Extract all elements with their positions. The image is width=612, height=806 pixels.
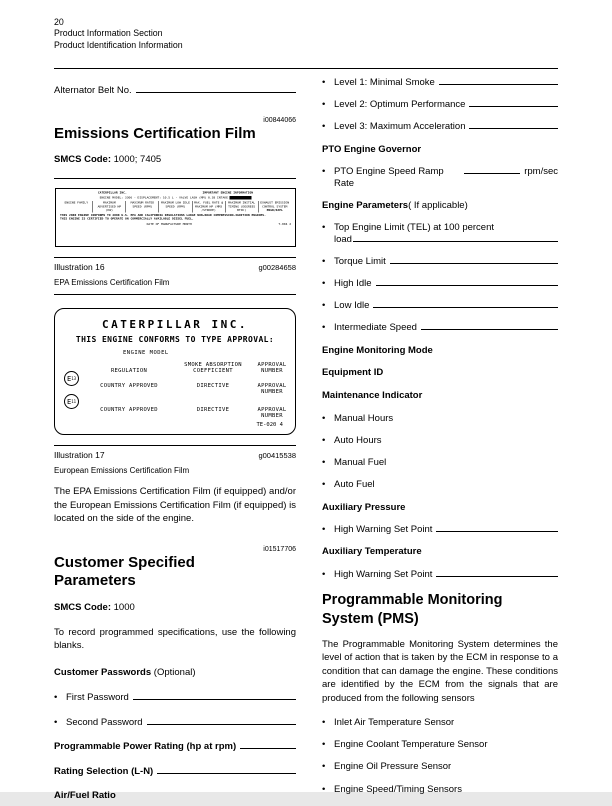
bullet-dot: • [322, 457, 326, 469]
section-title: Programmable Monitoring System (PMS) [322, 592, 503, 627]
smcs-code-line [54, 602, 296, 613]
type-label-title: CATERPILLAR INC. [102, 318, 248, 332]
bullet-text: Level 3: Maximum Acceleration [334, 121, 466, 133]
write-in-blank [464, 173, 520, 174]
bullet-text: Torque Limit [334, 255, 386, 267]
left-column [54, 70, 296, 801]
write-in-blank [133, 699, 296, 700]
page-header [54, 17, 183, 51]
bullet-text: Engine Speed/Timing Sensors [334, 783, 462, 795]
bullet-dot: • [322, 434, 326, 446]
bullet-item [322, 222, 558, 244]
bullet-item: • First Password [54, 692, 296, 703]
bullet-dot: • [322, 99, 326, 111]
bullet-text: Level 1: Minimal Smoke [334, 77, 435, 88]
bullet-text: High Idle [334, 278, 372, 290]
smcs-label: SMCS Code: [54, 601, 111, 613]
illustration16-label: Illustration 16 [54, 262, 105, 273]
alternator-belt-label: Alternator Belt No. [54, 85, 132, 96]
bullet-item [322, 413, 558, 424]
section-title-emissions: Emissions Certification Film [54, 125, 256, 142]
bullet-dot: • [322, 783, 326, 795]
bullet-item: • Second Password [54, 717, 296, 728]
write-in-blank [436, 576, 558, 577]
bullet-dot: • [322, 300, 326, 312]
illustration-bottom-rule [54, 294, 296, 295]
bullet-line2 [334, 234, 558, 245]
bullet-item [322, 278, 558, 289]
type-label-drawing-no: TE-020 4 [256, 422, 283, 429]
epa-brand: CATERPILLAR INC. [97, 191, 127, 195]
page-number: 20 [54, 17, 64, 27]
illustration16-row [54, 262, 296, 272]
type-label-cell: SMOKE ABSORPTION COEFFICIENT [184, 362, 242, 375]
bullet-dot: • [322, 479, 326, 491]
e-mark-icon: E 11 [64, 394, 79, 409]
subheading: Maintenance Indicator [322, 390, 423, 402]
bullet-item [322, 256, 558, 267]
bullet-text [334, 222, 558, 244]
write-in-blank [157, 773, 296, 774]
bullet-text: PTO Engine Speed Ramp Rate [334, 166, 444, 189]
bullet-text: Manual Hours [334, 412, 394, 424]
bullet-text: Intermediate Speed [334, 322, 417, 334]
illustration17-label: Illustration 17 [54, 450, 105, 461]
epa-conformity-2: THIS ENGINE IS CERTIFIED TO OPERATE ON COMMERCIALLY AVAILABLE DIESEL FUEL. [60, 217, 194, 221]
bullet-item [322, 435, 558, 446]
right-column [322, 70, 558, 806]
air-fuel-ratio-heading: Air/Fuel Ratio [54, 790, 116, 802]
epa-column-control: EXHAUST EMISSION CONTROL SYSTEM ENGR/RJPL [258, 201, 291, 212]
bullet-item [322, 524, 558, 535]
subheading: Auxiliary Pressure [322, 501, 406, 513]
bullet-text: Auto Hours [334, 434, 382, 446]
epa-spec-columns [60, 201, 291, 212]
subheading [322, 200, 558, 211]
bullet-item [322, 322, 558, 333]
write-in-blank [421, 329, 558, 330]
bullet-item [322, 99, 558, 110]
bullet-text: Inlet Air Temperature Sensor [334, 717, 455, 729]
subheading-bold: Engine Parameters [322, 199, 409, 211]
body-paragraph: To record programmed specifications, use the following blanks. [54, 626, 296, 652]
epa-column: ENGINE FAMILY [64, 201, 89, 205]
bullet-text: High Warning Set Point [334, 524, 433, 536]
epa-column: MAXIMUM RATED SPEED (RPM) [126, 201, 159, 212]
type-label-cell: DIRECTIVE [196, 383, 230, 390]
bullet-item [322, 761, 558, 772]
epa-control-value: ENGR/RJPL [266, 208, 283, 213]
subheading: PTO Engine Governor [322, 143, 422, 155]
bullet-item [322, 166, 558, 188]
write-in-blank [353, 241, 558, 242]
illustration-top-rule [54, 178, 296, 179]
epa-footer-ref: T-004 2 [278, 222, 291, 227]
epa-conformity-1: THIS 2000 ENGINE CONFORMS TO 2000 U.S. EPA AND CALIFORNIA REGULATIONS LARGE NON-ROAD COMPRESSION-IGNITION ENGINES. [60, 213, 266, 218]
bullet-dot: • [322, 77, 326, 88]
header-section: Product Information Section [54, 28, 163, 39]
write-in-blank [147, 724, 296, 725]
section-title-customer-params: Customer Specified Parameters [54, 554, 195, 590]
type-label-cell: COUNTRY APPROVED [100, 383, 158, 390]
bullet-line1: Top Engine Limit (TEL) at 100 percent [334, 222, 495, 234]
bullet-line2-text: load [334, 233, 352, 245]
bullet-dot: • [322, 524, 326, 536]
epa-column: MAX. FUEL RATE @ MAXIMUM HP (MM3 /STROKE) [192, 201, 225, 212]
bullet-text: Engine Oil Pressure Sensor [334, 761, 452, 773]
illustration17-caption: European Emissions Certification Film [54, 466, 190, 476]
illustration-rule [54, 257, 296, 258]
bullet-dot: • [322, 166, 326, 178]
power-rating-line: Programmable Power Rating (hp at rpm) [54, 741, 296, 752]
e-mark-icon: E 13 [64, 371, 79, 386]
epa-footer-center: DATE OF MANUFACTURE MONTH [146, 222, 192, 227]
customer-passwords-heading: Customer Passwords (Optional) [54, 667, 196, 679]
unit-suffix: rpm/sec [524, 166, 558, 178]
bullet-dot: • [322, 761, 326, 773]
bullet-item [322, 479, 558, 490]
type-label-cell: REGULATION [110, 368, 148, 375]
bullet-text: Level 2: Optimum Performance [334, 99, 466, 111]
bullet-text: High Warning Set Point [334, 569, 433, 581]
bullet-item [322, 300, 558, 311]
type-label-cell: DIRECTIVE [196, 407, 230, 414]
header-subsection: Product Identification Information [54, 39, 183, 50]
type-label-cell: COUNTRY APPROVED [100, 407, 158, 414]
epa-model-line: ENGINE MODEL: 3306 - DISPLACEMENT: 10.5 L - VALVE LASH (MM) 0.38 INTAKE [99, 196, 230, 200]
bullet-dot: • [322, 569, 326, 581]
write-in-blank [240, 748, 296, 749]
type-label-cell: APPROVAL NUMBER [257, 407, 287, 420]
illustration16-ref: g00284658 [258, 263, 296, 273]
bullet-item [322, 457, 558, 468]
bullet-text: Low Idle [334, 300, 370, 312]
write-in-blank [436, 531, 558, 532]
bullet-dot: • [322, 255, 326, 267]
type-label-cell: APPROVAL NUMBER [257, 362, 287, 375]
illustration-rule [54, 445, 296, 446]
body-paragraph: The Programmable Monitoring System determines the level of action that is taken by the ECM in response to a condition that can damage the engine. These conditions are identified by the ECM from the signals that are produced from the following sensors [322, 638, 558, 704]
epa-certification-label-image [55, 188, 296, 247]
bullet-item [322, 717, 558, 728]
bullet-dot: • [322, 412, 326, 424]
doc-id: i00844066 [263, 117, 296, 124]
bullet-item [322, 739, 558, 750]
bullet-text: Manual Fuel [334, 457, 387, 469]
subheading: Engine Monitoring Mode [322, 344, 433, 356]
subheading-rest: ( If applicable) [408, 199, 468, 211]
type-label-engine-model: ENGINE MODEL [123, 350, 169, 357]
epa-model-bold: 0.64 EXHAUST [229, 196, 252, 200]
bullet-dot: • [322, 322, 326, 334]
bullet-text: Engine Coolant Temperature Sensor [334, 739, 488, 751]
bullet-item [322, 121, 558, 132]
bullet-item [322, 569, 558, 580]
type-label-cell: APPROVAL NUMBER [257, 383, 287, 396]
bullet-dot: • [322, 717, 326, 729]
write-in-blank [439, 84, 558, 85]
bullet-item [322, 784, 558, 795]
write-in-blank [373, 307, 558, 308]
bullet-dot: • [322, 222, 326, 234]
write-in-blank [136, 92, 296, 93]
epa-column: MAXIMUM LOW IDLE SPEED (RPM) [159, 201, 192, 212]
illustration17-row [54, 450, 296, 460]
header-rule [54, 68, 558, 69]
smcs-value: 1000; 7405 [113, 154, 162, 166]
epa-column: MAXIMUM INITIAL TIMING (DEGREES BTDC) [225, 201, 258, 212]
smcs-code-line [54, 154, 296, 165]
bullet-text: Auto Fuel [334, 479, 375, 491]
bullet-dot: • [322, 121, 326, 133]
smcs-value: 1000 [113, 601, 135, 613]
write-in-blank [390, 263, 558, 264]
smcs-label: SMCS Code: [54, 154, 111, 166]
bullet-dot: • [322, 739, 326, 751]
bullet-dot: • [322, 278, 326, 290]
write-in-blank [469, 128, 558, 129]
bullet-item [322, 77, 558, 88]
european-certification-label-image [54, 308, 296, 435]
subheading: Equipment ID [322, 367, 384, 379]
write-in-blank [376, 285, 559, 286]
alternator-belt-line [54, 85, 296, 96]
body-paragraph: The EPA Emissions Certification Film (if equipped) and/or the European Emissions Certification Film (if equipped) is located on the side of the engine. [54, 486, 296, 524]
subheading: Auxiliary Temperature [322, 546, 422, 558]
illustration17-ref: g00415538 [258, 451, 296, 461]
write-in-blank [469, 106, 558, 107]
rating-selection-line: Rating Selection (L-N) [54, 766, 296, 777]
type-label-subtitle: THIS ENGINE CONFORMS TO TYPE APPROVAL: [75, 335, 275, 345]
bullet-dot: • [54, 692, 58, 704]
doc-id: i01517706 [263, 546, 296, 554]
bullet-dot: • [54, 717, 58, 729]
epa-column: MAXIMUM ADVERTISED HP (KW) [93, 201, 126, 212]
illustration16-caption: EPA Emissions Certification Film [54, 278, 170, 288]
epa-info-title: IMPORTANT ENGINE INFORMATION [202, 191, 254, 195]
